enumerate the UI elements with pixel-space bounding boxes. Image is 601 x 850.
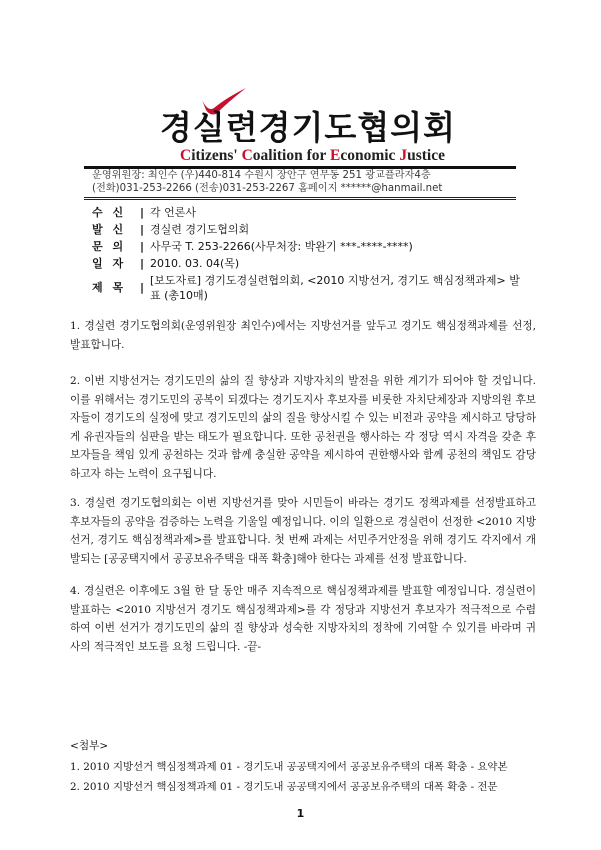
paragraph-4: 4. 경실련은 이후에도 3월 한 달 동안 매주 지속적으로 핵심정책과제를 발표할 예정입니다. 경실련이 발표하는 <2010 지방선거 경기도 핵심정책과제>를 각 정당과 지방선거 후보자가 적극적으로 수렴하여 이번 선거가 경기도민의 삶의 질 향상과 성숙한 지방자치의 정착에 기여할 수 있기를 바라며 귀사의 적극적인 보도를 요청 드립니다. -끝- [70,585,536,653]
attachment-item-2: 2. 2010 지방선거 핵심정책과제 01 - 경기도내 공공택지에서 공공보유주택의 대폭 확충 - 전문 [70,781,498,793]
press-release-page: 경실련경기도협의회 Citizens' Coalition for Economic Justice 운영위원장: 최인수 (우)440-814 수원시 장안구 연무동 251 광교플라자4층 (전화)031-253-2266 (전송)031-253-2267 홈페이지 ******@hanmail.net 수 신 | 각 언론사 발 신 | 경실련 경기도협의회 문 의 | 사무국 T. 253-2266(사무처장: 박완기 ***-****-****) 일 자 | 2010. 03. 04(목) 제 목 | [보도자료] 경기도경실련협의회, <2010 지방선거, 경기도 핵심정책과제> 발표 (총10매) 1. 경실련 경기도협의회(운영위원장 최인수)에서는 지방선거를 앞두고 경기도 핵심정책과제를 선정, 발표합니다. 2. 이번 지방선거는 경기도민의 삶의 질 향상과 지방자치의 발전을 위한 계기가 되어야 할 것입니다. 이를 위해서는 경기도민의 공복이 되겠다는 경기도지사 후보자를 비롯한 자치단체장과 지방의원 후보자들이 경기도의 실정에 맞고 경기도민의 삶의 질을 향상시킬 수 있는 비전과 공약을 제시하고 당당하게 유권자들의 심판을 받는 태도가 필요합니다. 또한 공천권을 행사하는 각 정당 역시 자격을 갖춘 후보자들을 책임 있게 공천하는 것과 함께 충실한 공약을 제시하여 권한행사와 함께 공천의 책임도 감당하고자 하는 노력이 요구됩니다. 3. 경실련 경기도협의회는 이번 지방선거를 맞아 시민들이 바라는 경기도 정책과제를 선정발표하고 후보자들의 공약을 검증하는 노력을 기울일 예정입니다. 이의 일환으로 경실련이 선정한 <2010 지방선거, 경기도 핵심정책과제>를 발표합니다. 첫 번째 과제는 서민주거안정을 위해 경기도 각지에서 개발되는 [공공택지에서 공공보유주택을 대폭 확충]해야 한다는 과제를 선정 발표합니다. 4. 경실련은 이후에도 3월 한 달 동안 매주 지속적으로 핵심정책과제를 발표할 예정입니다. 경실련이 발표하는 <2010 지방선거 경기도 핵심정책과제>를 각 정당과 지방선거 후보자가 적극적으로 수렴하여 이번 선거가 경기도민의 삶의 질 향상과 성숙한 지방자치의 정착에 기여할 수 있기를 바라며 귀사의 적극적인 보도를 요청 드립니다. -끝- <첨부> 1. 2010 지방선거 핵심정책과제 01 - 경기도내 공공택지에서 공공보유주택의 대폭 확충 - 요약본 2. 2010 지방선거 핵심정책과제 01 - 경기도내 공공택지에서 공공보유주택의 대폭 확충 - 전문 1 [0,0,601,850]
org-name-english: Citizens' Coalition for Economic Justice [180,147,445,164]
org-name: 경실련경기도협의회 [160,108,456,147]
paragraph-1: 1. 경실련 경기도협의회(운영위원장 최인수)에서는 지방선거를 앞두고 경기도 핵심정책과제를 선정, 발표합니다. [70,320,536,351]
header-divider [84,197,516,198]
attachment-item-1: 1. 2010 지방선거 핵심정책과제 01 - 경기도내 공공택지에서 공공보유주택의 대폭 확충 - 요약본 [70,761,508,773]
header-divider-second [84,199,516,200]
paragraph-2: 2. 이번 지방선거는 경기도민의 삶의 질 향상과 지방자치의 발전을 위한 계기가 되어야 할 것입니다. 이를 위해서는 경기도민의 공복이 되겠다는 경기도지사 후보자를 비롯한 자치단체장과 지방의원 후보자들이 경기도의 실정에 맞고 경기도민의 삶의 질을 향상시킬 수 있는 비전과 공약을 제시하고 당당하게 유권자들의 심판을 받는 태도가 필요합니다. 또한 공천권을 행사하는 각 정당 역시 자격을 갖춘 후보자들을 책임 있게 공천하는 것과 함께 충실한 공약을 제시하여 권한행사와 함께 공천의 책임도 감당하고자 하는 노력이 요구됩니다. [70,375,536,480]
contact-phone: (전화)031-253-2266 (전송)031-253-2267 홈페이지 ******@hanmail.net [92,183,443,194]
paragraph-3: 3. 경실련 경기도협의회는 이번 지방선거를 맞아 시민들이 바라는 경기도 정책과제를 선정발표하고 후보자들의 공약을 검증하는 노력을 기울일 예정입니다. 이의 일환으로 경실련이 선정한 <2010 지방선거, 경기도 핵심정책과제>를 발표합니다. 첫 번째 과제는 서민주거안정을 위해 경기도 각지에서 개발되는 [공공택지에서 공공보유주택을 대폭 확충]해야 한다는 과제를 선정 발표합니다. [70,497,536,565]
page-number: 1 [296,807,305,820]
contact-address: 운영위원장: 최인수 (우)440-814 수원시 장안구 연무동 251 광교플라자4층 [92,170,431,181]
letterhead-divider [84,166,516,169]
attachments-heading: <첨부> [70,740,109,752]
